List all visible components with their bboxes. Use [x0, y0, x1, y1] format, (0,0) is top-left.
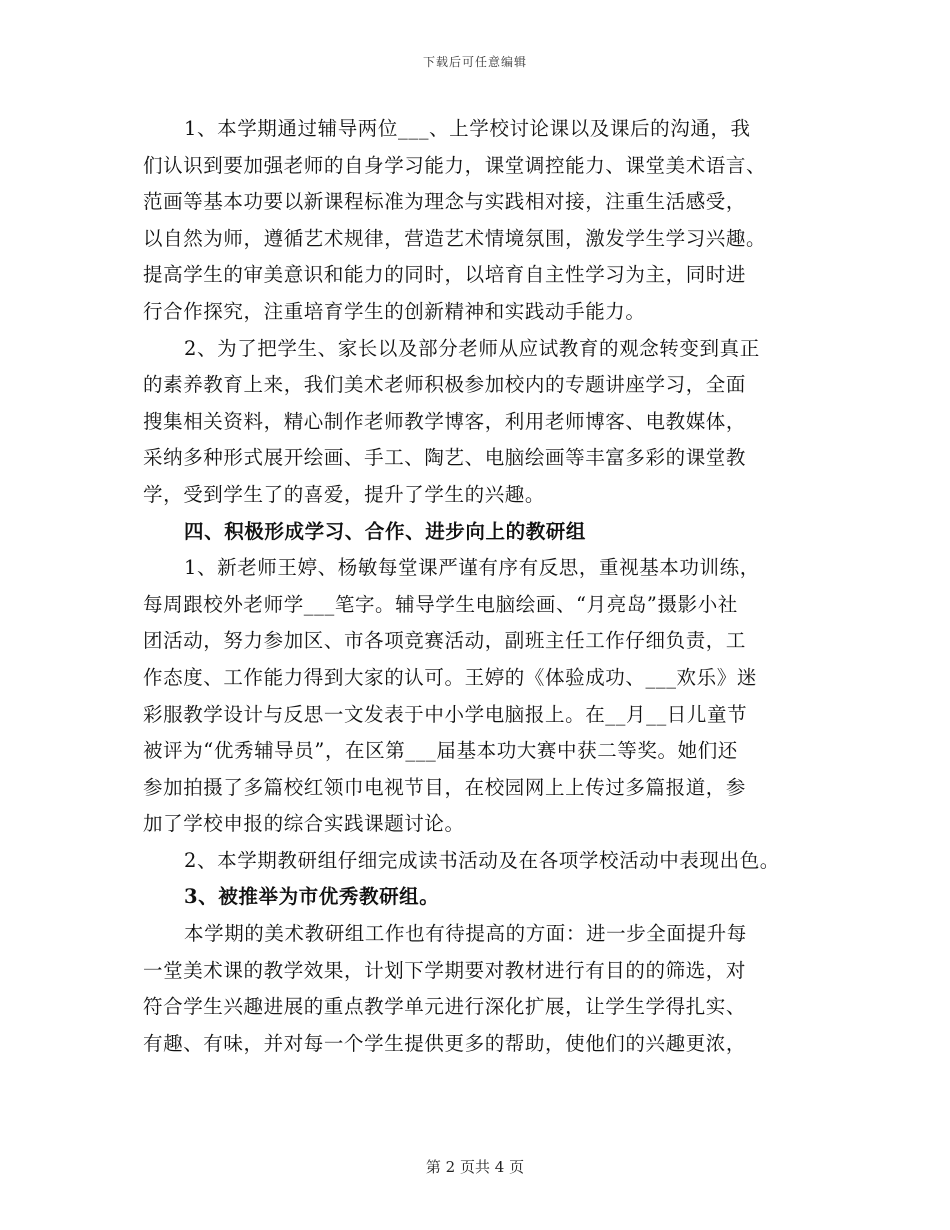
text-line: 们认识到要加强老师的自身学习能力，课堂调控能力、课堂美术语言、	[143, 153, 767, 177]
text-line: 以自然为师，遵循艺术规律，营造艺术情境氛围，激发学生学习兴趣。	[143, 226, 767, 250]
text-line: 被评为“优秀辅导员”，在区第___届基本功大赛中获二等奖。她们还	[143, 739, 738, 763]
text-line: 1、本学期通过辅导两位___、上学校讨论课以及课后的沟通，我	[184, 117, 751, 140]
text-line: 采纳多种形式展开绘画、手工、陶艺、电脑绘画等丰富多彩的课堂教	[143, 446, 747, 470]
text-line: 的素养教育上来，我们美术老师积极参加校内的专题讲座学习，全面	[143, 373, 747, 397]
text-line: 彩服教学设计与反思一文发表于中小学电脑报上。在__月__日儿童节	[143, 702, 748, 726]
text-line: 作态度、工作能力得到大家的认可。王婷的《体验成功、___欢乐》迷	[143, 665, 757, 689]
text-line: 范画等基本功要以新课程标准为理念与实践相对接，注重生活感受，	[143, 190, 747, 214]
text-line: 团活动，努力参加区、市各项竞赛活动，副班主任工作仔细负责，工	[143, 629, 747, 653]
page-header: 下载后可任意编辑	[422, 55, 527, 69]
text-line: 本学期的美术教研组工作也有待提高的方面：进一步全面提升每	[184, 922, 747, 946]
text-line: 一堂美术课的教学效果，计划下学期要对教材进行有目的的筛选，对	[143, 958, 747, 982]
text-line: 学，受到学生了的喜爱，提升了学生的兴趣。	[143, 482, 546, 506]
text-line: 有趣、有味，并对每一个学生提供更多的帮助，使他们的兴趣更浓，	[143, 1031, 747, 1055]
text-line: 2、为了把学生、家长以及部分老师从应试教育的观念转变到真正	[184, 336, 760, 360]
text-line: 2、本学期教研组仔细完成读书活动及在各项学校活动中表现出色。	[184, 848, 780, 872]
text-line: 搜集相关资料，精心制作老师教学博客，利用老师博客、电教媒体，	[143, 409, 747, 433]
document-body	[143, 111, 843, 1062]
text-line: 符合学生兴趣进展的重点教学单元进行深化扩展，让学生学得扎实、	[143, 995, 747, 1019]
section-heading: 四、积极形成学习、合作、进步向上的教研组	[184, 519, 587, 543]
text-line: 参加拍摄了多篇校红领巾电视节目，在校园网上上传过多篇报道，参	[143, 775, 747, 799]
text-line: 1、新老师王婷、杨敏每堂课严谨有序有反思，重视基本功训练，	[184, 556, 760, 580]
page-footer: 第 2 页共 4 页	[425, 1158, 525, 1176]
text-line: 每周跟校外老师学___笔字。辅导学生电脑绘画、“月亮岛”摄影小社	[143, 592, 738, 616]
section-heading: 3、被推举为市优秀教研组。	[184, 885, 440, 909]
text-line: 加了学校申报的综合实践课题讨论。	[143, 812, 465, 836]
text-line: 行合作探究，注重培育学生的创新精神和实践动手能力。	[143, 299, 646, 323]
text-line: 提高学生的审美意识和能力的同时，以培育自主性学习为主，同时进	[143, 263, 747, 287]
